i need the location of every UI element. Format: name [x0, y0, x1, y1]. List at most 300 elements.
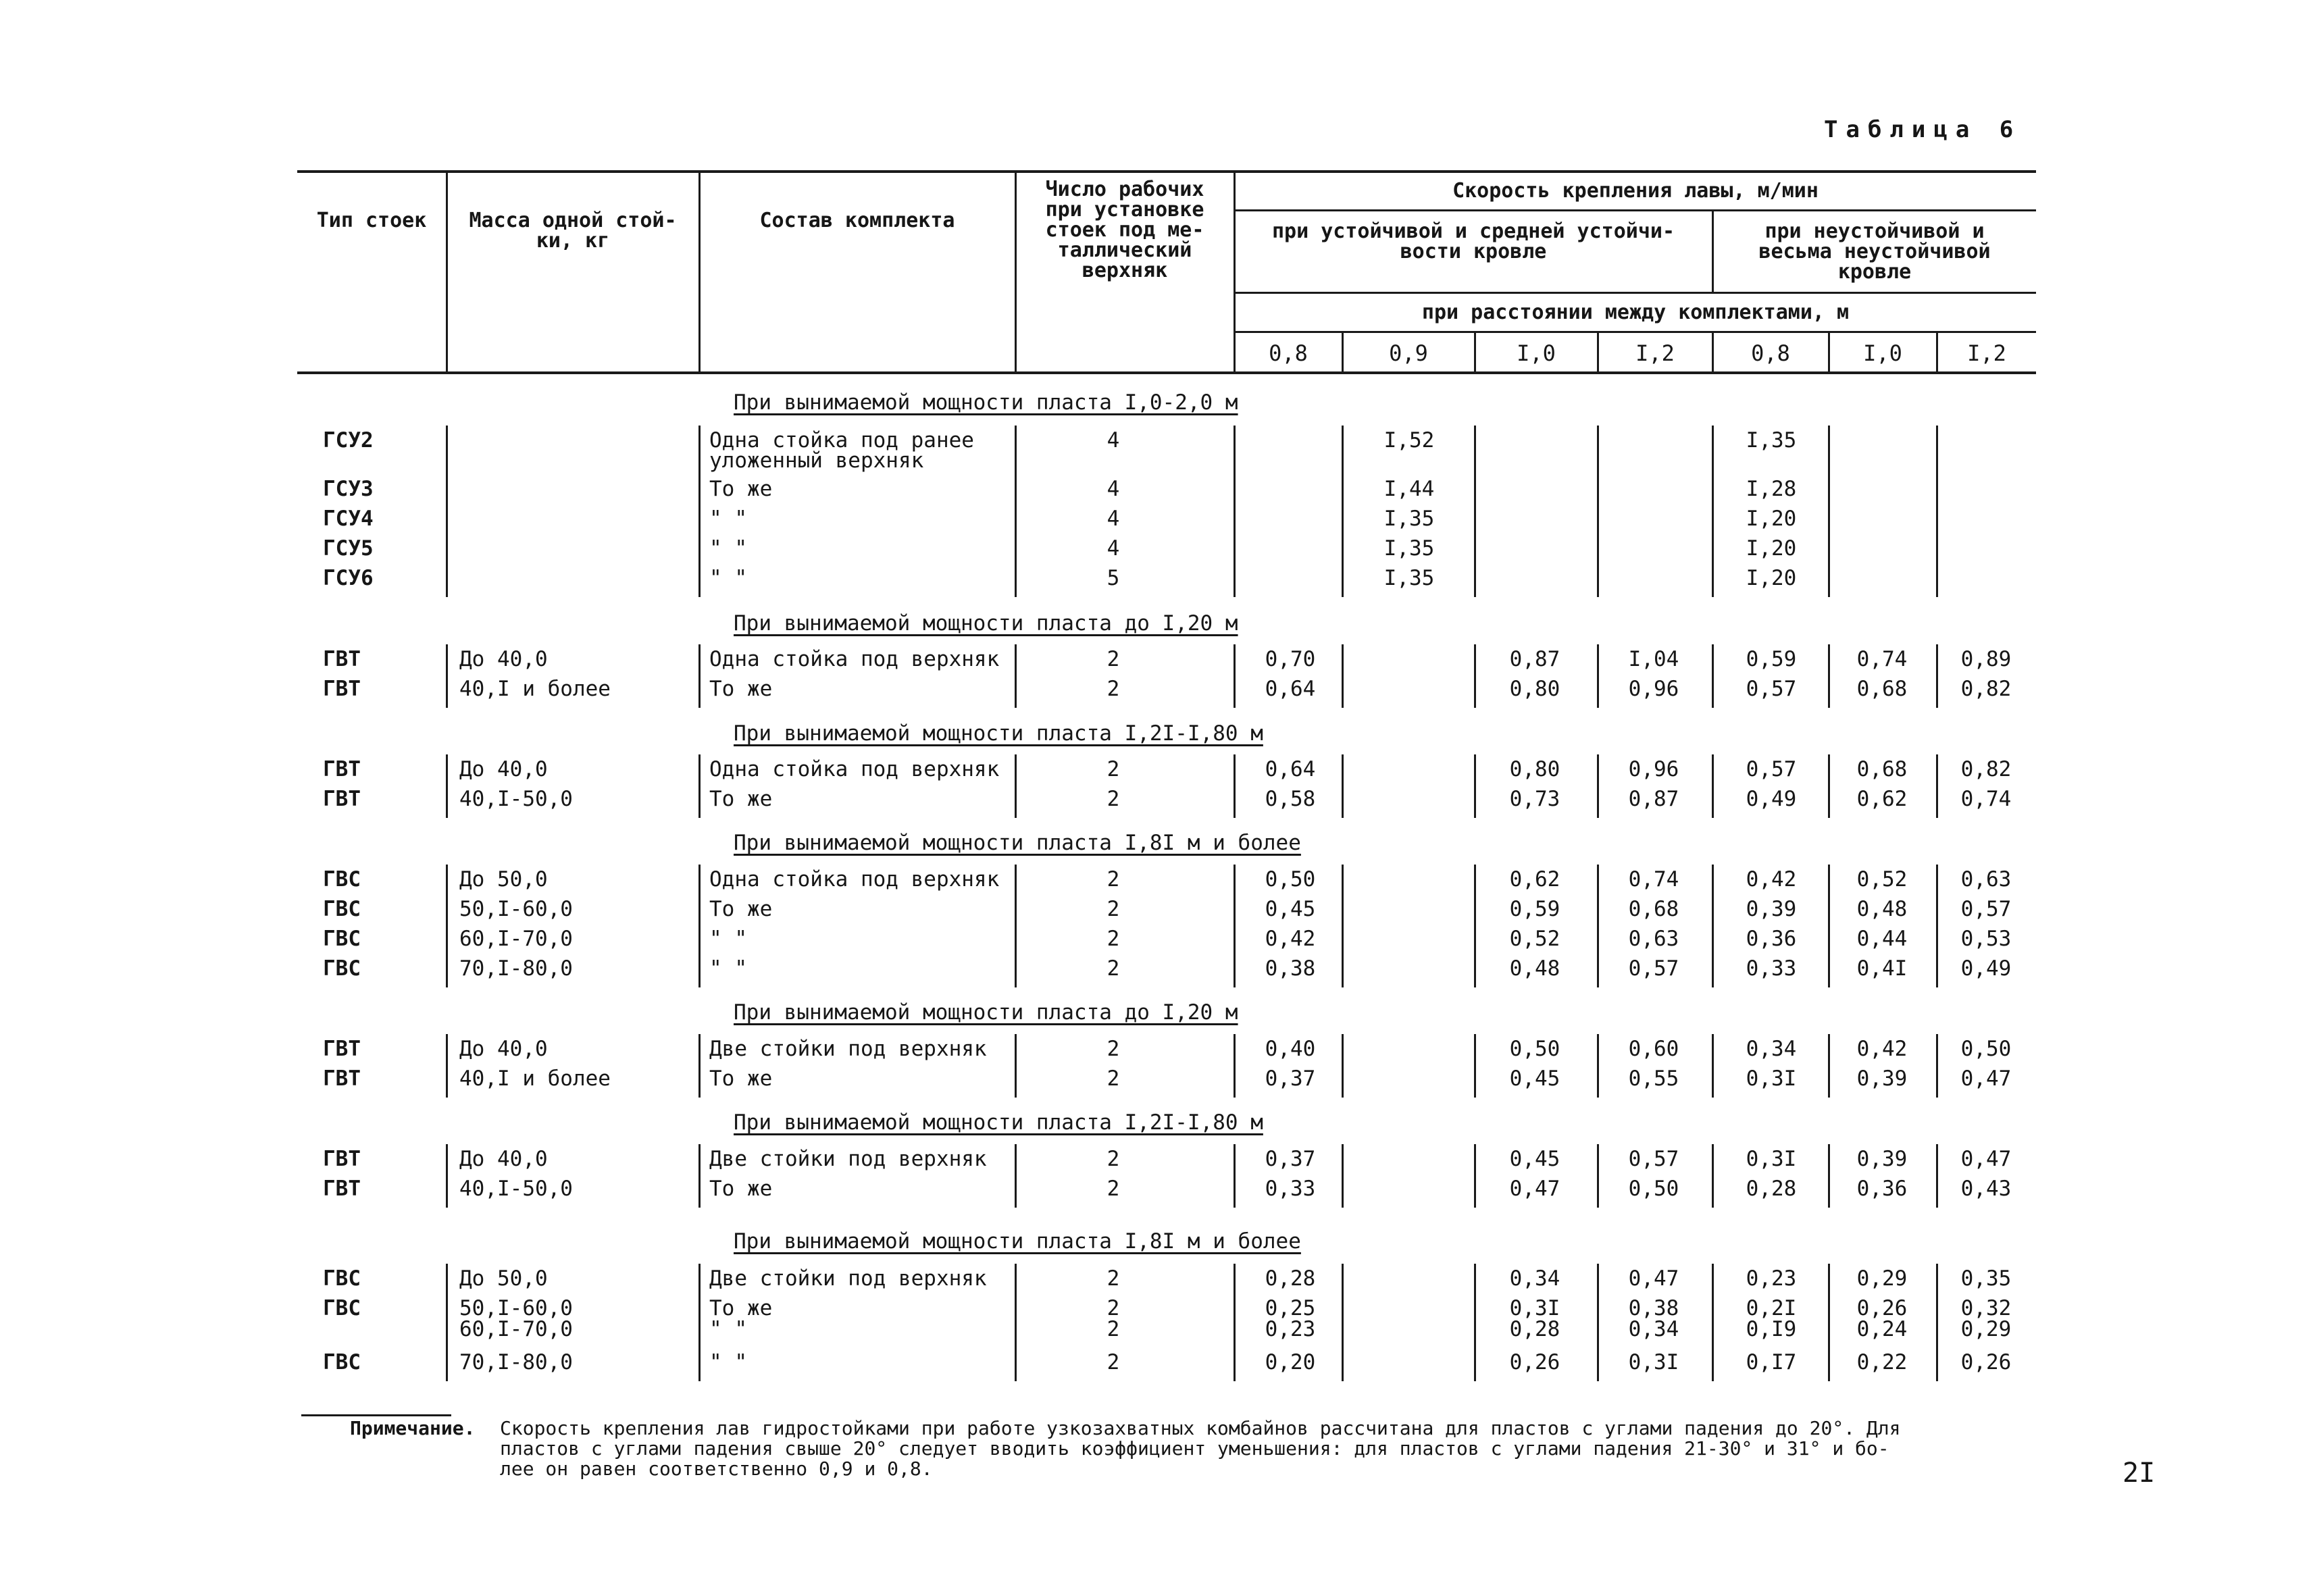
- speed-value: 0,52: [1509, 927, 1560, 951]
- column-divider: [446, 754, 448, 818]
- speed-value: I,35: [1746, 428, 1797, 453]
- row-composition: Две стойки под верхняк: [709, 1037, 987, 1061]
- speed-value: 0,33: [1746, 956, 1797, 981]
- column-divider: [1474, 1034, 1476, 1098]
- column-divider: [1712, 754, 1714, 818]
- speed-value: 0,47: [1960, 1147, 2012, 1171]
- row-composition: Одна стойка под ранее: [709, 428, 974, 453]
- row-composition: " ": [709, 1350, 747, 1374]
- column-divider: [1828, 644, 1830, 708]
- distance-value: I,2: [1967, 340, 2006, 366]
- column-divider: [446, 1264, 448, 1381]
- footnote-label: Примечание.: [350, 1417, 476, 1439]
- row-count: 2: [1107, 927, 1120, 951]
- column-divider: [1828, 1264, 1830, 1381]
- row-count: 2: [1107, 1147, 1120, 1171]
- distance-value: I,0: [1517, 340, 1556, 366]
- row-composition: То же: [709, 1296, 773, 1320]
- speed-value: I,35: [1383, 507, 1435, 531]
- speed-value: 0,42: [1265, 927, 1316, 951]
- row-count: 2: [1107, 647, 1120, 671]
- speed-value: 0,58: [1265, 787, 1316, 811]
- speed-value: 0,42: [1746, 867, 1797, 892]
- section-title: При вынимаемой мощности пласта I,2I-I,80 м: [734, 1110, 1263, 1135]
- row-mass: До 40,0: [459, 647, 548, 671]
- column-divider: [1936, 754, 1938, 818]
- row-mass: 40,I-50,0: [459, 787, 573, 811]
- row-mass: 60,I-70,0: [459, 927, 573, 951]
- speed-value: 0,3I: [1628, 1350, 1679, 1374]
- row-type: ГВТ: [323, 1147, 361, 1171]
- speed-value: 0,29: [1960, 1317, 2012, 1341]
- column-divider: [1474, 644, 1476, 708]
- column-divider: [1474, 865, 1476, 987]
- speed-value: 0,35: [1960, 1266, 2012, 1291]
- column-divider: [1936, 644, 1938, 708]
- speed-value: 0,49: [1960, 956, 2012, 981]
- speed-value: 0,60: [1628, 1037, 1679, 1061]
- speed-value: 0,45: [1509, 1066, 1560, 1091]
- speed-value: 0,57: [1628, 1147, 1679, 1171]
- header-bottom-rule: [297, 371, 2036, 374]
- speed-value: 0,26: [1960, 1350, 2012, 1374]
- column-divider: [446, 426, 448, 597]
- row-count: 2: [1107, 1266, 1120, 1291]
- speed-value: 0,2I: [1746, 1296, 1797, 1320]
- header-count-line1: Число рабочих: [1045, 178, 1204, 201]
- header-rule-speed: [1234, 209, 2036, 211]
- row-mass: 70,I-80,0: [459, 956, 573, 981]
- column-divider: [1828, 1144, 1830, 1208]
- column-divider: [1015, 1144, 1017, 1208]
- row-type: ГСУ2: [323, 428, 374, 453]
- row-type: ГВТ: [323, 1037, 361, 1061]
- header-count-line4: таллический: [1057, 238, 1192, 262]
- row-mass: 40,I и более: [459, 677, 611, 701]
- column-divider: [1342, 754, 1344, 818]
- speed-value: 0,74: [1960, 787, 2012, 811]
- row-type: ГСУ5: [323, 536, 374, 561]
- column-divider: [1234, 1144, 1236, 1208]
- header-mass-line2: ки, кг: [536, 229, 610, 253]
- speed-value: 0,48: [1856, 897, 1908, 921]
- speed-value: 0,28: [1509, 1317, 1560, 1341]
- speed-value: I,35: [1383, 536, 1435, 561]
- speed-value: 0,26: [1509, 1350, 1560, 1374]
- speed-value: 0,37: [1265, 1147, 1316, 1171]
- row-composition: " ": [709, 956, 747, 981]
- footnote: [350, 1418, 475, 1439]
- speed-value: 0,80: [1509, 757, 1560, 781]
- speed-value: 0,42: [1856, 1037, 1908, 1061]
- header-stable-line2: вости кровле: [1400, 240, 1547, 263]
- row-type: ГВС: [323, 1296, 361, 1320]
- section-title: При вынимаемой мощности пласта I,8I м и более: [734, 831, 1301, 855]
- header-divider: [446, 172, 448, 373]
- speed-value: 0,62: [1856, 787, 1908, 811]
- header-rule-distance: [1234, 331, 2036, 333]
- speed-value: 0,64: [1265, 677, 1316, 701]
- speed-value: 0,25: [1265, 1296, 1316, 1320]
- column-divider: [1234, 865, 1236, 987]
- row-mass: До 50,0: [459, 867, 548, 892]
- speed-value: 0,3I: [1509, 1296, 1560, 1320]
- header-type: Тип стоек: [316, 209, 427, 232]
- column-divider: [1234, 644, 1236, 708]
- distance-value: 0,9: [1389, 340, 1428, 366]
- speed-value: 0,28: [1265, 1266, 1316, 1291]
- row-composition: То же: [709, 677, 773, 701]
- speed-value: 0,24: [1856, 1317, 1908, 1341]
- speed-value: 0,55: [1628, 1066, 1679, 1091]
- row-mass: До 50,0: [459, 1266, 548, 1291]
- column-divider: [1342, 1034, 1344, 1098]
- speed-value: 0,23: [1265, 1317, 1316, 1341]
- column-divider: [1342, 1264, 1344, 1381]
- column-divider: [1597, 754, 1599, 818]
- header-count-line2: при установке: [1045, 198, 1204, 222]
- row-count: 5: [1107, 566, 1120, 590]
- row-type: ГВТ: [323, 647, 361, 671]
- column-divider: [1597, 426, 1599, 597]
- column-divider: [1828, 754, 1830, 818]
- column-divider: [1712, 865, 1714, 987]
- column-divider: [1936, 865, 1938, 987]
- row-mass: 50,I-60,0: [459, 1296, 573, 1320]
- row-type: ГВТ: [323, 1066, 361, 1091]
- row-count: 4: [1107, 477, 1120, 501]
- column-divider: [1342, 1144, 1344, 1208]
- speed-value: 0,74: [1856, 647, 1908, 671]
- table-top-rule: [297, 170, 2036, 173]
- section-title: При вынимаемой мощности пласта до I,20 м: [734, 1000, 1238, 1025]
- row-type: ГВС: [323, 867, 361, 892]
- row-composition: " ": [709, 927, 747, 951]
- row-count: 4: [1107, 507, 1120, 531]
- row-count: 2: [1107, 897, 1120, 921]
- speed-value: 0,89: [1960, 647, 2012, 671]
- speed-value: 0,47: [1509, 1177, 1560, 1201]
- row-count: 2: [1107, 1177, 1120, 1201]
- speed-value: 0,23: [1746, 1266, 1797, 1291]
- column-divider: [1597, 865, 1599, 987]
- header-count-line3: стоек под ме-: [1045, 218, 1204, 242]
- speed-value: 0,37: [1265, 1066, 1316, 1091]
- column-divider: [1712, 1034, 1714, 1098]
- speed-value: 0,63: [1628, 927, 1679, 951]
- speed-value: 0,3I: [1746, 1147, 1797, 1171]
- row-count: 2: [1107, 1066, 1120, 1091]
- speed-value: 0,63: [1960, 867, 2012, 892]
- footnote-line: пластов с углами падения свыше 20° следует вводить коэффициент уменьшения: для пластов с углами падения 21-30° и 31° и бо-: [500, 1437, 1889, 1460]
- speed-value: 0,32: [1960, 1296, 2012, 1320]
- header-count-line5: верхняк: [1082, 259, 1168, 282]
- column-divider: [446, 865, 448, 987]
- speed-value: 0,38: [1628, 1296, 1679, 1320]
- speed-value: 0,45: [1265, 897, 1316, 921]
- column-divider: [446, 1144, 448, 1208]
- speed-value: 0,28: [1746, 1177, 1797, 1201]
- column-divider: [1936, 426, 1938, 597]
- column-divider: [1342, 865, 1344, 987]
- row-composition: Две стойки под верхняк: [709, 1266, 987, 1291]
- speed-value: I,20: [1746, 566, 1797, 590]
- section-title: При вынимаемой мощности пласта I,0-2,0 м: [734, 390, 1238, 415]
- speed-value: 0,43: [1960, 1177, 2012, 1201]
- footnote-line: лее он равен соответственно 0,9 и 0,8.: [500, 1458, 933, 1480]
- speed-value: 0,39: [1856, 1066, 1908, 1091]
- speed-value: 0,26: [1856, 1296, 1908, 1320]
- speed-value: 0,96: [1628, 677, 1679, 701]
- column-divider: [1597, 1034, 1599, 1098]
- row-count: 4: [1107, 536, 1120, 561]
- speed-value: 0,39: [1746, 897, 1797, 921]
- speed-value: 0,4I: [1856, 956, 1908, 981]
- column-divider: [1234, 1034, 1236, 1098]
- column-divider: [698, 644, 701, 708]
- header-mass-line1: Масса одной стой-: [469, 209, 677, 232]
- column-divider: [1015, 1264, 1017, 1381]
- column-divider: [1474, 1264, 1476, 1381]
- row-composition: " ": [709, 536, 747, 561]
- row-count: 4: [1107, 428, 1120, 453]
- row-count: 2: [1107, 1317, 1120, 1341]
- speed-value: 0,45: [1509, 1147, 1560, 1171]
- row-composition: То же: [709, 897, 773, 921]
- row-type: ГВС: [323, 956, 361, 981]
- speed-value: 0,22: [1856, 1350, 1908, 1374]
- speed-value: 0,47: [1628, 1266, 1679, 1291]
- speed-value: 0,57: [1960, 897, 2012, 921]
- column-divider: [1234, 1264, 1236, 1381]
- column-divider: [1597, 644, 1599, 708]
- column-divider: [1015, 426, 1017, 597]
- speed-value: 0,59: [1746, 647, 1797, 671]
- speed-value: 0,44: [1856, 927, 1908, 951]
- speed-value: 0,50: [1509, 1037, 1560, 1061]
- speed-value: 0,68: [1856, 677, 1908, 701]
- speed-value: 0,68: [1856, 757, 1908, 781]
- row-composition: уложенный верхняк: [709, 448, 924, 473]
- speed-value: 0,38: [1265, 956, 1316, 981]
- column-divider: [1828, 426, 1830, 597]
- header-unstable-line2: весьма неустойчивой: [1758, 240, 1991, 263]
- row-type: ГВС: [323, 1350, 361, 1374]
- row-composition: " ": [709, 507, 747, 531]
- row-type: ГВТ: [323, 1177, 361, 1201]
- column-divider: [1234, 426, 1236, 597]
- speed-value: 0,59: [1509, 897, 1560, 921]
- row-type: ГВС: [323, 897, 361, 921]
- column-divider: [1597, 1264, 1599, 1381]
- row-type: ГВТ: [323, 787, 361, 811]
- row-composition: Одна стойка под верхняк: [709, 867, 1000, 892]
- speed-value: 0,34: [1746, 1037, 1797, 1061]
- column-divider: [1474, 426, 1476, 597]
- column-divider: [1597, 1144, 1599, 1208]
- speed-value: 0,53: [1960, 927, 2012, 951]
- column-divider: [1234, 754, 1236, 818]
- page-number: 2I: [2123, 1458, 2156, 1489]
- row-composition: То же: [709, 1177, 773, 1201]
- speed-value: 0,49: [1746, 787, 1797, 811]
- column-divider: [1015, 644, 1017, 708]
- speed-value: I,28: [1746, 477, 1797, 501]
- column-divider: [446, 644, 448, 708]
- speed-value: 0,50: [1628, 1177, 1679, 1201]
- speed-value: 0,29: [1856, 1266, 1908, 1291]
- speed-value: 0,47: [1960, 1066, 2012, 1091]
- speed-value: 0,39: [1856, 1147, 1908, 1171]
- speed-value: 0,50: [1960, 1037, 2012, 1061]
- row-mass: До 40,0: [459, 757, 548, 781]
- column-divider: [698, 1144, 701, 1208]
- column-divider: [1936, 1144, 1938, 1208]
- row-mass: 40,I и более: [459, 1066, 611, 1091]
- speed-value: 0,62: [1509, 867, 1560, 892]
- speed-value: 0,48: [1509, 956, 1560, 981]
- header-unstable-line3: кровле: [1837, 260, 1912, 284]
- column-divider: [1712, 1144, 1714, 1208]
- header-unstable-line1: при неустойчивой и: [1764, 220, 1985, 243]
- speed-value: I,35: [1383, 566, 1435, 590]
- row-type: ГВТ: [323, 677, 361, 701]
- row-count: 2: [1107, 1296, 1120, 1320]
- speed-value: 0,52: [1856, 867, 1908, 892]
- column-divider: [1474, 754, 1476, 818]
- speed-value: 0,33: [1265, 1177, 1316, 1201]
- column-divider: [698, 426, 701, 597]
- speed-value: 0,36: [1746, 927, 1797, 951]
- speed-value: I,20: [1746, 536, 1797, 561]
- row-type: ГВС: [323, 927, 361, 951]
- speed-value: 0,57: [1746, 757, 1797, 781]
- header-distance: при расстоянии между комплектами, м: [1421, 301, 1850, 324]
- speed-value: 0,36: [1856, 1177, 1908, 1201]
- row-mass: 40,I-50,0: [459, 1177, 573, 1201]
- speed-value: 0,87: [1509, 647, 1560, 671]
- distance-value: 0,8: [1751, 340, 1790, 366]
- row-mass: До 40,0: [459, 1147, 548, 1171]
- column-divider: [1015, 754, 1017, 818]
- row-count: 2: [1107, 956, 1120, 981]
- speed-value: 0,80: [1509, 677, 1560, 701]
- row-count: 2: [1107, 677, 1120, 701]
- speed-value: 0,I7: [1746, 1350, 1797, 1374]
- row-composition: То же: [709, 1066, 773, 1091]
- speed-value: I,20: [1746, 507, 1797, 531]
- column-divider: [1342, 426, 1344, 597]
- row-composition: То же: [709, 787, 773, 811]
- speed-value: I,04: [1628, 647, 1679, 671]
- speed-value: 0,40: [1265, 1037, 1316, 1061]
- column-divider: [698, 754, 701, 818]
- distance-value: I,0: [1863, 340, 1902, 366]
- speed-value: 0,70: [1265, 647, 1316, 671]
- header-stable-line1: при устойчивой и средней устойчи-: [1271, 220, 1675, 243]
- header-rule-stability: [1234, 292, 2036, 294]
- column-divider: [1828, 1034, 1830, 1098]
- column-divider: [1474, 1144, 1476, 1208]
- footnote-line: Скорость крепления лав гидростойками при работе узкозахватных комбайнов рассчитана для пластов с углами падения до 20°. Для: [500, 1417, 1901, 1439]
- speed-value: 0,82: [1960, 677, 2012, 701]
- speed-value: 0,I9: [1746, 1317, 1797, 1341]
- column-divider: [698, 865, 701, 987]
- column-divider: [446, 1034, 448, 1098]
- row-composition: То же: [709, 477, 773, 501]
- column-divider: [698, 1264, 701, 1381]
- speed-value: 0,96: [1628, 757, 1679, 781]
- speed-value: 0,57: [1628, 956, 1679, 981]
- header-speed: Скорость крепления лавы, м/мин: [1452, 179, 1819, 203]
- column-divider: [1342, 644, 1344, 708]
- speed-value: 0,34: [1509, 1266, 1560, 1291]
- speed-value: 0,68: [1628, 897, 1679, 921]
- speed-value: 0,20: [1265, 1350, 1316, 1374]
- column-divider: [1712, 644, 1714, 708]
- column-divider: [698, 1034, 701, 1098]
- speed-value: 0,73: [1509, 787, 1560, 811]
- speed-value: 0,34: [1628, 1317, 1679, 1341]
- column-divider: [1828, 865, 1830, 987]
- row-composition: Одна стойка под верхняк: [709, 757, 1000, 781]
- speed-value: I,44: [1383, 477, 1435, 501]
- speed-value: 0,3I: [1746, 1066, 1797, 1091]
- row-count: 2: [1107, 867, 1120, 892]
- column-divider: [1015, 1034, 1017, 1098]
- column-divider: [1712, 1264, 1714, 1381]
- column-divider: [1712, 426, 1714, 597]
- row-type: ГСУ3: [323, 477, 374, 501]
- row-mass: До 40,0: [459, 1037, 548, 1061]
- section-title: При вынимаемой мощности пласта I,8I м и более: [734, 1229, 1301, 1254]
- header-composition: Состав комплекта: [759, 209, 955, 232]
- row-composition: Две стойки под верхняк: [709, 1147, 987, 1171]
- speed-value: 0,74: [1628, 867, 1679, 892]
- row-composition: " ": [709, 1317, 747, 1341]
- row-composition: Одна стойка под верхняк: [709, 647, 1000, 671]
- column-divider: [1936, 1264, 1938, 1381]
- column-divider: [1936, 1034, 1938, 1098]
- column-divider: [1015, 865, 1017, 987]
- speed-value: I,52: [1383, 428, 1435, 453]
- row-count: 2: [1107, 1350, 1120, 1374]
- row-type: ГСУ6: [323, 566, 374, 590]
- footnote-rule: [301, 1414, 451, 1416]
- header-divider: [698, 172, 701, 373]
- row-mass: 50,I-60,0: [459, 897, 573, 921]
- row-type: ГВТ: [323, 757, 361, 781]
- speed-value: 0,82: [1960, 757, 2012, 781]
- speed-value: 0,64: [1265, 757, 1316, 781]
- distance-value: 0,8: [1269, 340, 1308, 366]
- row-count: 2: [1107, 757, 1120, 781]
- speed-value: 0,57: [1746, 677, 1797, 701]
- section-title: При вынимаемой мощности пласта I,2I-I,80 м: [734, 721, 1263, 746]
- row-mass: 70,I-80,0: [459, 1350, 573, 1374]
- row-mass: 60,I-70,0: [459, 1317, 573, 1341]
- section-title: При вынимаемой мощности пласта до I,20 м: [734, 611, 1238, 636]
- row-composition: " ": [709, 566, 747, 590]
- speed-value: 0,50: [1265, 867, 1316, 892]
- distance-value: I,2: [1635, 340, 1675, 366]
- row-type: ГСУ4: [323, 507, 374, 531]
- row-count: 2: [1107, 787, 1120, 811]
- row-type: ГВС: [323, 1266, 361, 1291]
- table-label: Таблица 6: [1824, 116, 2022, 143]
- speed-value: 0,87: [1628, 787, 1679, 811]
- row-count: 2: [1107, 1037, 1120, 1061]
